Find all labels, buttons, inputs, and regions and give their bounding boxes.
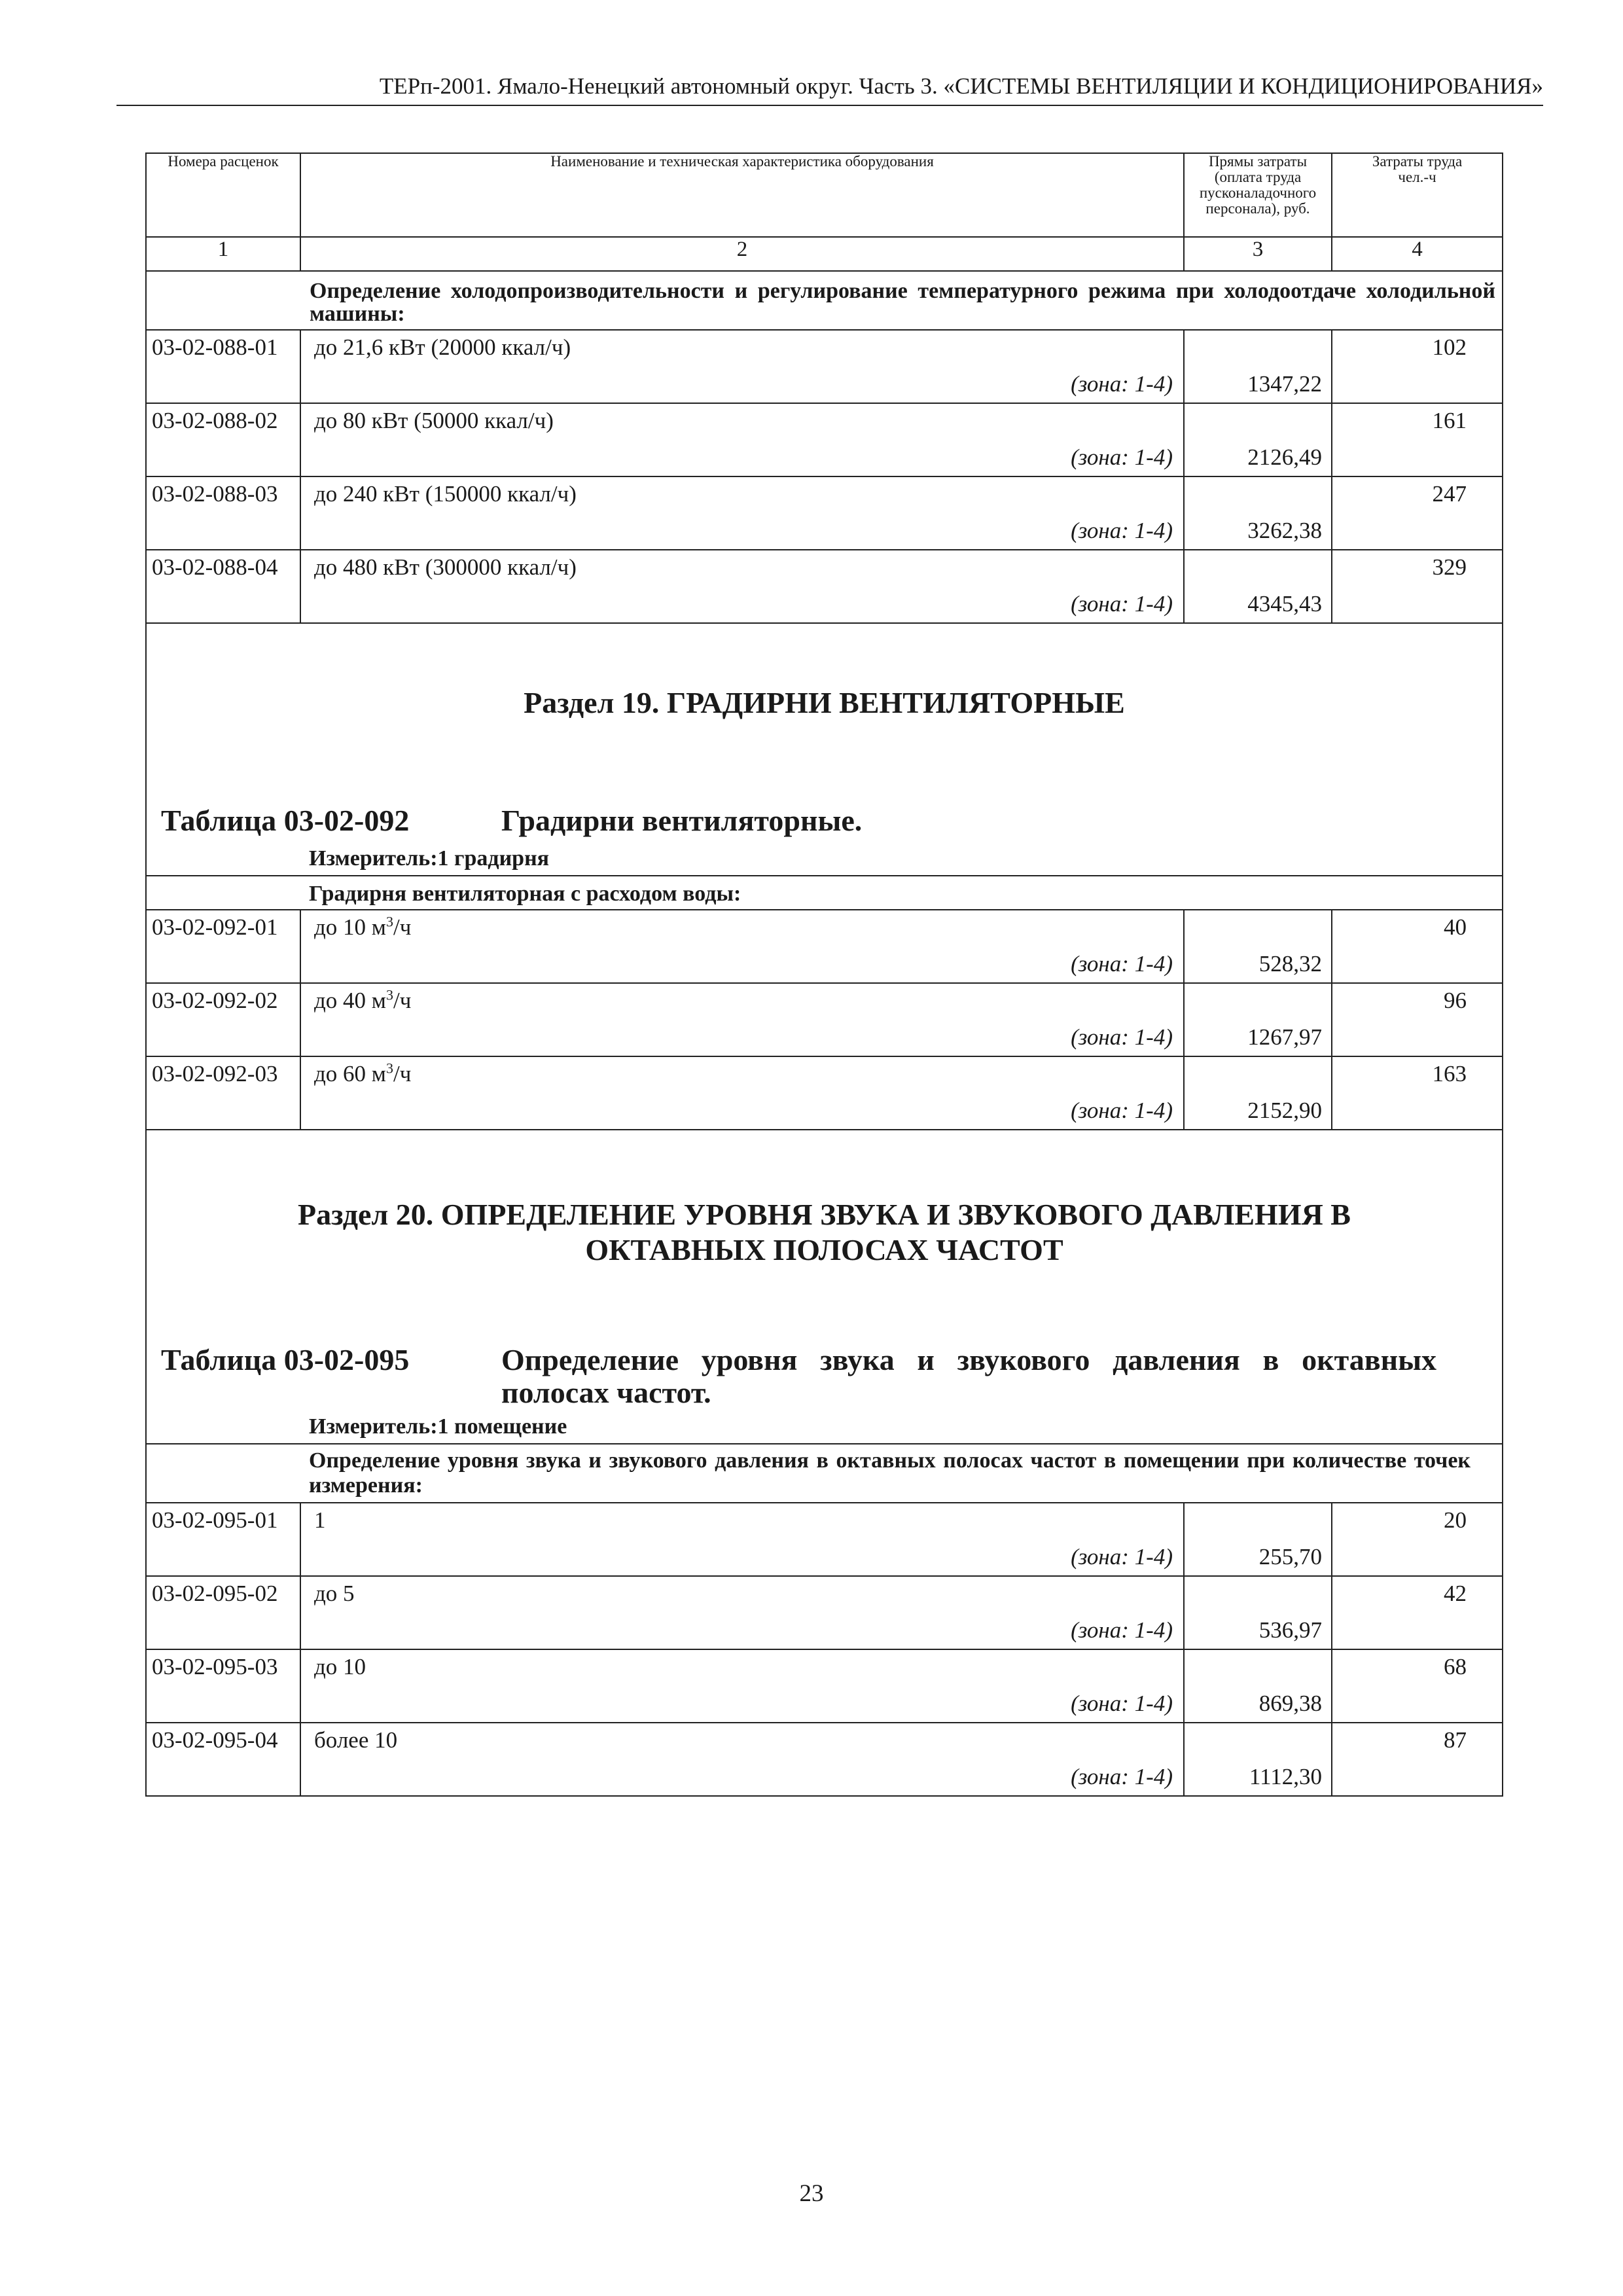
rate-name: до 5 <box>314 1581 355 1606</box>
zone-label: (зона: 1-4) <box>1071 371 1173 397</box>
table-row <box>146 1503 1503 1576</box>
column-header-codes: Номера расценок <box>146 153 300 237</box>
direct-cost: 1267,97 <box>1184 983 1332 1056</box>
table-row <box>146 550 1503 623</box>
table-row <box>146 1576 1503 1649</box>
rate-code: 03-02-088-04 <box>146 550 300 623</box>
labor-cost: 96 <box>1332 983 1503 1056</box>
rate-code: 03-02-095-02 <box>146 1576 300 1649</box>
rate-name: до 10 <box>314 1654 366 1679</box>
rate-code: 03-02-095-03 <box>146 1649 300 1723</box>
zone-label: (зона: 1-4) <box>1071 1024 1173 1050</box>
measure-unit: Измеритель:1 помещение <box>309 1414 567 1439</box>
table-title: Определение уровня звука и звукового давления в октавных полосах частот. <box>501 1343 1436 1409</box>
table-row <box>146 1723 1503 1796</box>
zone-label: (зона: 1-4) <box>1071 1691 1173 1716</box>
column-header-labor: Затраты труда чел.-ч <box>1332 153 1503 237</box>
direct-cost: 2152,90 <box>1184 1056 1332 1130</box>
labor-cost: 329 <box>1332 550 1503 623</box>
direct-cost: 4345,43 <box>1184 550 1332 623</box>
direct-cost: 2126,49 <box>1184 403 1332 476</box>
labor-cost: 247 <box>1332 476 1503 550</box>
rate-code: 03-02-092-03 <box>146 1056 300 1130</box>
column-header-name: Наименование и техническая характеристика оборудования <box>300 153 1184 237</box>
table-row <box>146 476 1503 550</box>
table-row <box>146 1649 1503 1723</box>
table-label: Таблица 03-02-095 <box>161 1343 410 1376</box>
zone-label: (зона: 1-4) <box>1071 1544 1173 1570</box>
zone-label: (зона: 1-4) <box>1071 444 1173 470</box>
rate-name: до 80 кВт (50000 ккал/ч) <box>314 408 554 433</box>
table-label: Таблица 03-02-092 <box>161 804 410 837</box>
table-row <box>146 910 1503 983</box>
direct-cost: 536,97 <box>1184 1576 1332 1649</box>
rate-name: до 10 $м^3/ч$ <box>314 913 412 940</box>
column-number: 2 <box>300 237 1184 271</box>
rate-name: до 60 $м^3/ч$ <box>314 1060 412 1086</box>
table-row <box>146 1056 1503 1130</box>
zone-label: (зона: 1-4) <box>1071 1617 1173 1643</box>
group-heading: Определение холодопроизводительности и регулирование температурного режима при холодоотдаче холодильной машины: <box>300 271 1503 330</box>
labor-cost: 40 <box>1332 910 1503 983</box>
section-title: Раздел 19. ГРАДИРНИ ВЕНТИЛЯТОРНЫЕ <box>524 686 1125 719</box>
labor-cost: 163 <box>1332 1056 1503 1130</box>
column-number: 4 <box>1332 237 1503 271</box>
group-heading: Градирня вентиляторная с расходом воды: <box>309 882 741 906</box>
table-row <box>146 403 1503 476</box>
rates-table <box>145 152 1503 1797</box>
labor-cost: 42 <box>1332 1576 1503 1649</box>
labor-cost: 20 <box>1332 1503 1503 1576</box>
labor-cost: 68 <box>1332 1649 1503 1723</box>
zone-label: (зона: 1-4) <box>1071 518 1173 543</box>
direct-cost: 255,70 <box>1184 1503 1332 1576</box>
labor-cost: 87 <box>1332 1723 1503 1796</box>
rate-code: 03-02-095-01 <box>146 1503 300 1576</box>
rate-name: 1 <box>314 1507 326 1533</box>
table-title: Градирни вентиляторные. <box>501 804 863 837</box>
rate-code: 03-02-088-02 <box>146 403 300 476</box>
page-number: 23 <box>799 2180 824 2207</box>
section-title: Раздел 20. ОПРЕДЕЛЕНИЕ УРОВНЯ ЗВУКА И ЗВУКОВОГО ДАВЛЕНИЯ В ОКТАВНЫХ ПОЛОСАХ ЧАСТОТ <box>298 1198 1351 1266</box>
rate-code: 03-02-092-02 <box>146 983 300 1056</box>
group-heading: Определение уровня звука и звукового давления в октавных полосах частот в помещении при количестве точек измерения: <box>309 1448 1471 1498</box>
column-number: 3 <box>1184 237 1332 271</box>
direct-cost: 528,32 <box>1184 910 1332 983</box>
zone-label: (зона: 1-4) <box>1071 591 1173 617</box>
rate-code: 03-02-088-01 <box>146 330 300 403</box>
rate-name: до 21,6 кВт (20000 ккал/ч) <box>314 334 571 360</box>
direct-cost: 1112,30 <box>1184 1723 1332 1796</box>
column-number: 1 <box>146 237 300 271</box>
rate-name: до 240 кВт (150000 ккал/ч) <box>314 481 577 507</box>
direct-cost: 3262,38 <box>1184 476 1332 550</box>
rate-code: 03-02-095-04 <box>146 1723 300 1796</box>
rate-name: до 480 кВт (300000 ккал/ч) <box>314 554 577 580</box>
header-rule <box>116 105 1543 106</box>
group-heading-row <box>146 271 1503 330</box>
table-row <box>146 983 1503 1056</box>
column-header-cost: Прямы затраты (оплата труда пусконаладочного персонала), руб. <box>1184 153 1332 237</box>
direct-cost: 869,38 <box>1184 1649 1332 1723</box>
rate-code: 03-02-088-03 <box>146 476 300 550</box>
rate-name: более 10 <box>314 1727 398 1753</box>
table-header-row <box>146 153 1503 237</box>
direct-cost: 1347,22 <box>1184 330 1332 403</box>
table-row <box>146 330 1503 403</box>
rate-code: 03-02-092-01 <box>146 910 300 983</box>
labor-cost: 102 <box>1332 330 1503 403</box>
section-19-block <box>146 623 1503 910</box>
zone-label: (зона: 1-4) <box>1071 1098 1173 1123</box>
measure-unit: Измеритель:1 градирня <box>309 846 550 870</box>
labor-cost: 161 <box>1332 403 1503 476</box>
zone-label: (зона: 1-4) <box>1071 1764 1173 1789</box>
section-20-block <box>146 1130 1503 1503</box>
column-number-row <box>146 237 1503 271</box>
zone-label: (зона: 1-4) <box>1071 951 1173 977</box>
running-header: ТЕРп-2001. Ямало-Ненецкий автономный округ. Часть 3. «СИСТЕМЫ ВЕНТИЛЯЦИИ И КОНДИЦИОНИРОВАНИЯ» <box>379 73 1543 99</box>
rate-name: до 40 $м^3/ч$ <box>314 986 412 1013</box>
